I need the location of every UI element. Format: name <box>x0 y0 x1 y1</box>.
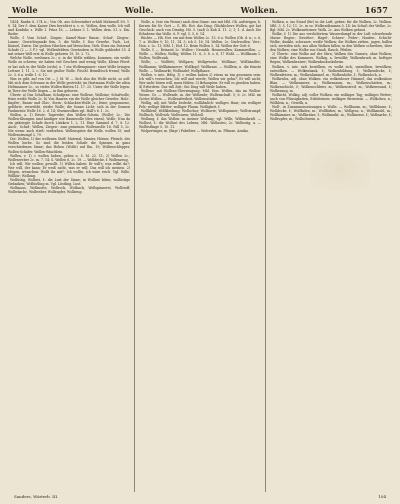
column-paragraph: Wollens- mit Wollens-Überzeugung: Mhl. Hon. Wollen, das im Wollen-Wesen. Gr. — Wollende, m. der Wollende; Wollenschaft. 5; 6. 2c. Mhl. im Gottes Wollen. — Wollensfreiheit, Wollensstärke. <box>139 88 261 101</box>
column-divider <box>134 20 135 492</box>
page-number: 1657 <box>364 5 388 15</box>
column-paragraph: Ich will. Wir wollen; gewollt. 1) Willen haben: Er will's; was willst du?; Wer will, der kann; Er weiß nicht, was er will; Das will ich meinen. 2) Mögen, wünschen: Wollt ihr mit?; Ich wollte, ich wäre reich. Vgl. Wille, Willkür; Wollung. <box>8 161 130 178</box>
text-columns <box>8 20 392 492</box>
column-paragraph: Wolkenlos, adj. ohne Wolken: ein wolkenloser Himmel; das wolkenlose Blau. — Wolkenmeer, n.; Wolkensaum, m.; Wolkenschatten, m.; Wolkenschicht, f.; Wolkenschleier, m.; Wolkenstreif, m.; Wolkenwand, f.; Wolkenzug, m. <box>270 76 392 93</box>
column-paragraph: Wolle, n. (wie ein Wesen) nach dem Sinne: uns mit Mhl. Gh. aufsteigen, h. Kerzen für Nr. Gott — G. Hh. Hot. das Ding. Glücklichere Wollen, gut hat Geschick: auch von Dinnbg. Hö. 5. (auf) & Kuh 4. 11. 2; 1; 1. d. Auch Die Erhabene das Wolle. 6. F. vgl. 5, 5, 6. 14. <box>139 20 261 37</box>
column-1 <box>8 20 130 492</box>
column-paragraph: Woll-, in Zusammensetzungen s. Wolle. — Wollbaum, m.; Wollblume, f.; Wolldecke, f.; Wollfaden, m.; Wollfärber, m.; Wollgras, n.; Wollhandel, m.; Wollkämmer, m.; Wollkrätze, f.; Wollmarkt, m.; Wollmesse, f.; Wollnarbe, f.; Wollrupfer, m.; Wollschwein, n. <box>270 104 392 122</box>
column-paragraph: Was es gibt, auf von Ort — J. M. W. — Sich also die Wolle nicht, so soll: Mit sich dem Schwanz in der Wolle gestrickt; im Hartmann Wolle die alten Heltmanner 2c., so vielen Wollen-Bärten 11. 17. 25. Unter der Wolle legen: in Tiere der Wolle liegen — in ihm geboren. <box>8 76 130 93</box>
column-paragraph: Wölle; — Wollfett; Wollgarn; Wollgewebe, Wollhaar; Wollhändler; Wollkamm; Wollkämmerer; Wollkopf; Wollkraut. — Wolllein, n. die feinste Wolle. — Wollmarkt; Wollnadel; Wollpflanze. <box>139 60 261 73</box>
footer-right: 104 <box>378 493 386 499</box>
running-head <box>8 5 392 16</box>
column-3 <box>270 20 392 492</box>
column-paragraph: Wolle, f. Vom Schaf-, Ziegen-, Kamel-Haar: Baum-, Schaf-, Ziegen-, Lamm-; Gewichtspunkt fein, 5. die Wolle, f. Das Gewebe, Tuch, Lot, Knäuel, Zwirn. Die groben Härchen auf Menschen, Vieh: Etwa ein Dutzend Schafe (2 — 3 F.): vgl. Wollenfeldern Gewändern in Wolle gekleidet 55. 4 mit seiner Woll erst in Wolle geboren 19, 10. 2. 72. <box>8 36 130 57</box>
column-2 <box>139 20 261 492</box>
header-right-word: Wolken. <box>240 5 278 15</box>
footer-left: Sanders, Wörterb. III. <box>14 493 59 499</box>
column-paragraph: Wollen, v. intr., Bdtg. 1) = wollen haben 2) etwas zu tun gesonnen sein: Ich will's versuchen; Ich will und werde; Wollen wir gehn?; Er will nicht; Wer nicht hören will, muss fühlen. 3) Behaupten: Er will es gesehen haben. 4) Erfordern: Das will Zeit; Gut Ding will Weile haben. <box>139 72 261 89</box>
column-paragraph: Wollmaus, Wollmotte, Wollrock, Wollsack, Wollspinnerei, Wollstoff, Wollwäsche, Wollweber, Wollzupfer, Wollzeug. <box>8 185 130 194</box>
column-paragraph: Wollen, v. 1) = wollen haben, geben u. 5. M. 22. 11; 2) Wollen 2c.; Wollenweber 2c. m. 7, 14: S. Wollen 6, 2c. 19. — Wolldecke, f. Wollenzeug. <box>8 153 130 162</box>
column-paragraph: Übertr. a) Das Schafhaar, Schafgrau: eine Wollene, Wolleine; Schafwolle; feine weiße Wolle 2c. b) Von Haaren ein die Wolle gleicher Gewebe. Holz-, Kupfer-, Baum- und Glas-, Stein-, Schlacken-Wolle 2c.; feine; gesponnene, geföhrte, verwebbt, sterbe Wolle; die Sonne Licht; sich in der Sonnen Faulmeiste Wolle 16. 2. d. 14; Sturmwolken vgl. Hall's 6. 1. 2c. <box>8 92 130 114</box>
column-paragraph: Die: Wollen, 1) der wollenen Stoff, Material, Manier, Hörner, Fleisch: der Wollen herbe. So sind die beiden Schafe die Spinnen in ganz verschiedenen Sinne; das Hohen (Wolle) auf Ihn, 19; Wollenschlepper, Wollen-Schäfer, Wollen-Bäuchlein. <box>8 137 130 154</box>
column-paragraph: Wolken, n. ins Stand (für) in die Luft, geben: für die Wolken, 2c. Wolken. Mhl. 3. 5, 12; 11. 2c. in so. Wolkendämmen 5, 14: Im Schuß der Wolke; 2c. Bgl. Mhl. 2c. Wolkenstürmer. Wolk. 2c. Aus Wolken gebaut. <box>270 20 392 33</box>
column-paragraph: 1434; Ranke 8, 274 ic.; Von Ob. aus Schweinfurt erhält Mahnwoll 89, 1. 8. 14; Der 5. dem Kaiser Dies berichtet u. s. w., Wollen, dem wolle. Ich will und Konfuhr, s. Wille 1. Prinz 18. — Lehner 3. 1. Wollen dem. 51. s. Ein. Ruder. <box>8 20 130 37</box>
column-paragraph: Wolke, f. 1) Die aus verdichtetem Wasserdampf in der Luft schwebende Masse: Regen-, Gewitter-, Hagel-, Schnee-, Feder-, Haufen-, Schicht-Wolke; dunkle, schwarze, weiße Wolken; die Wolken ziehen, jagen, ballen sich, zerteilen sich; aus allen Wolken fallen; in den Wolken schweben; über den Wolken; eine Wolke von Staub, Rauch, Pfeilen. <box>270 32 392 53</box>
column-paragraph: Wolpertinger, m. (Bayr.) Fabeltier. — Wolverlei, m. Pflanze, Arnika. <box>141 129 249 134</box>
page-footer <box>8 492 392 500</box>
column-paragraph: Rücktr. — Hh. Hot. ein mit dem Wollen 2c. 15. 6 u. Wollen (Ob. d. n.; s. 6, 7. a. Wollen 9; 10, 11, 14. 5; ich 5, 16, 14. Wollen. 2c. Nachwollen. Verr.; Hon. s. 2c. 11; Mhl. 1; Hof. 12. Beim Wollen 5, 14. Wollen der Gott 6. <box>139 36 261 49</box>
column-paragraph: 2) Übertr.: eine Wolke auf der Stirn; Wolken des Unmuts; ohne Wolken; eine Wolke des Kummers. Wolkig, a. bewölkt; Wolkenbruch m. heftiger Regen; Wolkenkratzer; Wolkenkuckucksheim. <box>270 52 392 65</box>
column-paragraph: Welche Wolle, verdunen 2c.; o: in die Wolle wählen, kommen, ein weiße Wolle zu scheren; sie haben viel Geschrei und wenig Wolle; Kleine Pferd: er hat sich in der Wolle (erdu); u. 7 ein Wollenspinner: einer Wolle bringen Lettner 1, 11. 2. c. Sie mit großer Wolle. Pöschl. Beimflösch fremd; Wolle 2c. 3. 6 a. wolle 1. 6. 12. <box>8 56 130 77</box>
column-paragraph: Wollig, adj. mit Wolle bedeckt, wollähnlich: wolliges Haar; ein wolliger Pelz; wollige Blätter; wolliger Flaum. Wolligkeit, f. <box>139 100 261 109</box>
column-paragraph: Wollüstig, Wollust, f.: die Lust der Sinne; in Wollust leben; wollüstige Gedanken; Wollüstling m. Vgl. Lüstling, Lust. <box>8 177 130 186</box>
column-paragraph: Wollung, f. das Wollen: in meiner Wollung; vgl. Wille, Willenskraft. — Wollust, f.: die Wollust des Lebens; Mhl. Wollustes; 2c. Wollustig, a. — Wollüstlinge 5, 10. 11. <box>139 117 261 130</box>
column-paragraph: Wolkicht, Wolkig, adj. voller Wolken: ein wolkiger Tag; wolkiges Wetter; auch von Flüssigkeiten, Edelsteinen: wolkiger Bernstein. — Wölkchen, n.; Wölklein, n.; Gewölk, n. <box>270 92 392 105</box>
column-divider <box>265 20 266 492</box>
column-paragraph: Wollen, a. 1) Heute: Tagwerke; den Wollen-Schein, (Wolle); 2c.; Die Wollen-Klumpen sind häufiger wie Baumwolle (den einen), Wolle; Nun da ein gekriegte Schafe durch Lützkow 1, 2, 11. Eine Gammel d. 7, 8. 12. Auch-, Schaf-, Wollen, Ziegen-: zum gemeinen Wollenwolle 16. Fall 5, 2c. Nie wenn: auch stieß: verdorben. Wollenspitze die Wolle, wollen 15; und Wollenstrumpf 3, 79. <box>8 113 130 138</box>
column-paragraph: Wollkleid; Wollkleidung; Wollschur; Wollsorte; Wollspinner; Wollstrumpf; Wolltuch; Wollvieh; Wollwaren; Wollzoll. <box>139 109 261 118</box>
header-rule <box>8 17 392 18</box>
column-paragraph: Wolken, v. intr. sich bewölken; es wolkt sich; umwölken; bewölken; entwölken. — Wolkenbank, f.; Wolkenbildung, f.; Wolkendecke, f.; Wolkenfetzen, m.; Wolkenhimmel, m.; Wolkenhöhe, f.; Wolkenloch, n. <box>270 64 392 77</box>
header-center-word: Wolle. <box>124 5 154 15</box>
header-left-word: Wolle <box>12 5 38 15</box>
column-paragraph: Wolle, f. — Reinzeit 2c. Wollen-: Neunhh. Heumwollen; Kammwollen. — Wölle. — Wollen; Wollig; Wöllen 11. 6, 3. 8. s. 6, 17 Wohl. — Wollbaum 1. Wollen. Wolltrunk. <box>139 48 261 61</box>
